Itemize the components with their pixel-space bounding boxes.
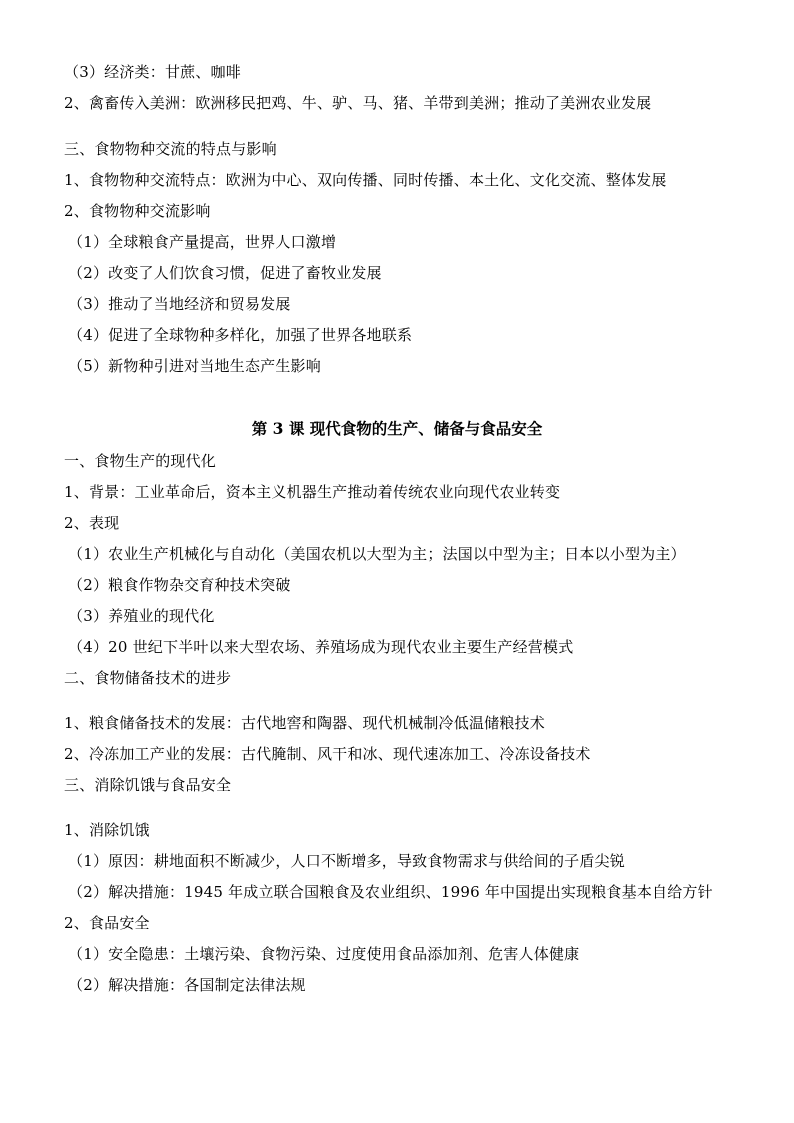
list-item: （4）20 世纪下半叶以来大型农场、养殖场成为现代农业主要生产经营模式: [68, 638, 574, 656]
text-line: 2、食物物种交流影响: [64, 202, 211, 220]
text-line: 1、背景：工业革命后，资本主义机器生产推动着传统农业向现代农业转变: [64, 483, 561, 501]
list-item: （2）粮食作物杂交育种技术突破: [68, 576, 291, 594]
list-item: （5）新物种引进对当地生态产生影响: [68, 357, 321, 375]
text-line: 1、消除饥饿: [64, 821, 150, 839]
section-heading: 二、食物储备技术的进步: [64, 669, 232, 687]
list-item: （1）安全隐患：土壤污染、食物污染、过度使用食品添加剂、危害人体健康: [68, 945, 580, 963]
text-line: 2、表现: [64, 514, 120, 532]
section-heading: 三、食物物种交流的特点与影响: [64, 140, 277, 158]
list-item: （1）原因：耕地面积不断减少，人口不断增多，导致食物需求与供给间的子盾尖锐: [68, 852, 625, 870]
text-line: （3）经济类：甘蔗、咖啡: [64, 63, 241, 81]
list-item: （2）改变了人们饮食习惯，促进了畜牧业发展: [68, 264, 382, 282]
text-line: 2、食品安全: [64, 914, 150, 932]
list-item: （2）解决措施：各国制定法律法规: [68, 976, 306, 994]
text-line: 1、粮食储备技术的发展：古代地窖和陶器、现代机械制冷低温储粮技术: [64, 714, 545, 732]
section-heading: 一、食物生产的现代化: [64, 452, 217, 470]
list-item: （1）全球粮食产量提高，世界人口激增: [68, 233, 337, 251]
list-item: （3）养殖业的现代化: [68, 607, 215, 625]
lesson-title: 第 3 课 现代食物的生产、储备与食品安全: [251, 419, 543, 438]
section-heading: 三、消除饥饿与食品安全: [64, 776, 232, 794]
text-line: 1、食物物种交流特点：欧洲为中心、双向传播、同时传播、本土化、文化交流、整体发展: [64, 171, 667, 189]
text-line: 2、冷冻加工产业的发展：古代腌制、风干和冰、现代速冻加工、冷冻设备技术: [64, 745, 591, 763]
list-item: （1）农业生产机械化与自动化（美国农机以大型为主；法国以中型为主；日本以小型为主）: [68, 545, 686, 563]
list-item: （3）推动了当地经济和贸易发展: [68, 295, 291, 313]
list-item: （2）解决措施：1945 年成立联合国粮食及农业组织、1996 年中国提出实现粮食基本自给方针: [68, 883, 713, 901]
text-line: 2、禽畜传入美洲：欧洲移民把鸡、牛、驴、马、猪、羊带到美洲；推动了美洲农业发展: [64, 94, 652, 112]
list-item: （4）促进了全球物种多样化，加强了世界各地联系: [68, 326, 413, 344]
